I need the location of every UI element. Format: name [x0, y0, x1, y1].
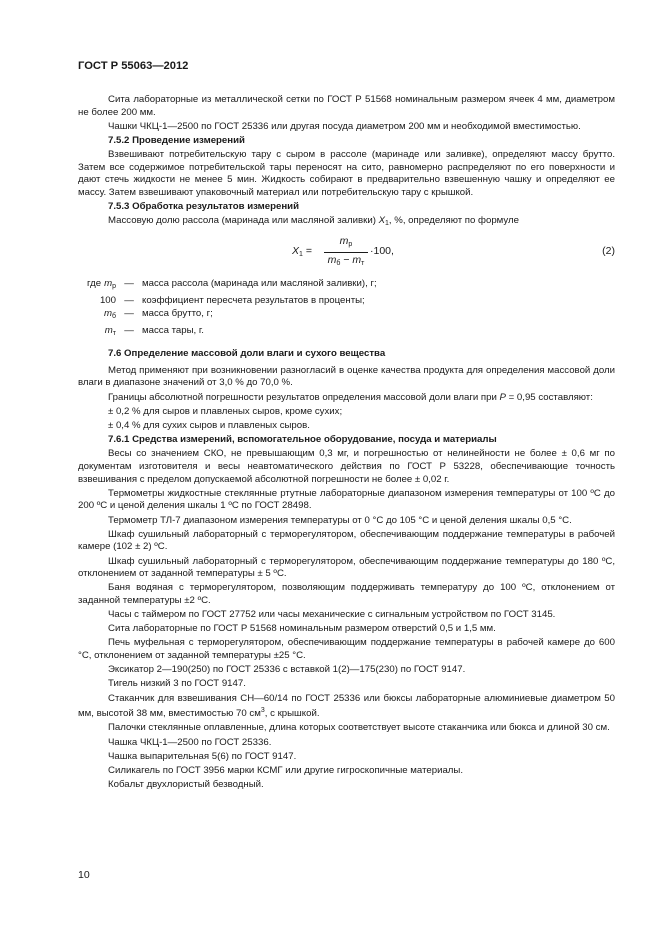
formula-lhs: $X_1$ = [292, 244, 312, 258]
formula-2 [78, 235, 615, 273]
formula-denominator: $m_б - m_т$ [327, 253, 365, 267]
page-body [78, 94, 615, 793]
definition-text: масса брутто, г; [142, 308, 213, 320]
page-header-standard: ГОСТ Р 55063—2012 [78, 60, 189, 72]
definition-text: масса рассола (маринада или масляной заливки), г; [142, 277, 377, 289]
paragraph-muffle-furnace: Печь муфельная с терморегулятором, обеспечивающим поддержание температуры в рабочей камере до 600 °С, отклонением от заданной температуры ±25 °С. [78, 637, 615, 662]
page-number: 10 [78, 869, 90, 881]
definition-text: коэффициент пересчета результатов в проценты; [142, 294, 365, 306]
definition-row: $m_б$ — масса брутто, г; [78, 307, 615, 324]
heading-7-5-3: 7.5.3 Обработка результатов измерений [108, 201, 300, 213]
paragraph-thermometers: Термометры жидкостные стеклянные ртутные лабораторные диапазоном измерения температуры от 100 ºС до 200 ºС и ценой деления шкалы 1 ºС по ГОСТ 28498. [78, 487, 615, 512]
formula-fraction [324, 235, 368, 270]
list-item-error-2: ± 0,4 % для сухих сыров и плавленых сыров. [108, 420, 310, 432]
paragraph-formula-intro: Массовую долю рассола (маринада или масляной заливки) $X_1$, %, определяют по формуле [108, 215, 519, 228]
definition-text: масса тары, г. [142, 324, 204, 336]
paragraph-drying-oven-2: Шкаф сушильный лабораторный с терморегулятором, обеспечивающим поддержание температуры до 180 ºС, отклонением от заданной температуры ± 5 ºС. [78, 555, 615, 580]
formula-multiplier: ·100, [370, 244, 394, 257]
paragraph-method-scope: Метод применяют при возникновении разногласий в оценке качества продукта для определения массовой доли влаги в диапазоне значений от 3,0 % до 70,0 %. [78, 364, 615, 389]
paragraph-lab-sieves: Сита лабораторные по ГОСТ Р 51568 номинальным размером отверстий 0,5 и 1,5 мм. [108, 623, 496, 635]
paragraph-sieves: Сита лабораторные из металлической сетки по ГОСТ Р 51568 номинальным размером ячеек 4 мм, диаметром не более 200 мм. [78, 94, 615, 118]
paragraph-scales: Весы со значением СКО, не превышающим 0,3 мг, и погрешностью от нелинейности не более ± 0,6 мг по документам изготовителя и весы неавтоматического действия по ГОСТ Р 53228, обеспечивающие точность взвешивания с пределом допускаемой абсолютной погрешности не более ± 0,02 г. [78, 448, 615, 485]
formula-numerator: $m_р$ [339, 234, 353, 248]
paragraph-weighing-cup: Стаканчик для взвешивания СН—60/14 по ГОСТ 25336 или бюксы лабораторные алюминиевые диаметром 50 мм, высотой 38 мм, вместимостью 70 $см^3$, с крышкой. [78, 692, 615, 720]
definition-symbol: $m_б$ [103, 308, 116, 321]
paragraph-cup-chkc: Чашка ЧКЦ-1—2500 по ГОСТ 25336. [108, 736, 272, 748]
paragraph-timer: Часы с таймером по ГОСТ 27752 или часы механические с сигнальным устройством по ГОСТ 3145. [108, 609, 556, 621]
paragraph-cobalt-chloride: Кобальт двухлористый безводный. [108, 779, 264, 791]
definition-row: $m_т$ — масса тары, г. [78, 324, 615, 341]
paragraph-glass-rods: Палочки стеклянные оплавленные, длина которых соответствует высоте стаканчика или бюкса и длиной 30 см. [108, 722, 610, 734]
paragraph-error-limits: Границы абсолютной погрешности результатов определения массовой доли влаги при P = 0,95 составляют: [108, 391, 593, 403]
definition-row: где $m_р$ — масса рассола (маринада или масляной заливки), г; [78, 277, 615, 294]
paragraph-silica-gel: Силикагель по ГОСТ 3956 марки КСМГ или другие гигроскопичные материалы. [108, 764, 464, 776]
definition-symbol: где $m_р$ [87, 277, 116, 290]
definition-symbol: 100 [99, 294, 116, 306]
fraction-bar [324, 252, 368, 253]
paragraph-drying-oven-1: Шкаф сушильный лабораторный с терморегулятором, обеспечивающим поддержание температуры в рабочей камере (102 ± 2) ºС. [78, 528, 615, 553]
paragraph-thermometer-tl7: Термометр ТЛ-7 диапазоном измерения температуры от 0 °С до 105 °С и ценой деления шкалы 0,5 °С. [108, 514, 572, 526]
list-item-error-1: ± 0,2 % для сыров и плавленых сыров, кроме сухих; [108, 405, 343, 417]
paragraph-desiccator: Эксикатор 2—190(250) по ГОСТ 25336 с вставкой 1(2)—175(230) по ГОСТ 9147. [108, 664, 466, 676]
paragraph-measurement-procedure: Взвешивают потребительскую тару с сыром в рассоле (маринаде или заливке), определяют массу брутто. Затем все содержимое потребительской тары переносят на сито, равномерно распределяют по его поверхности и дают стечь жидкости не менее 5 мин. Жидкость собирают в предварительно взвешенную чашку и определяют ее массу. Затем взвешивают упаковочный материал или потребительскую тару с крышкой. [78, 149, 615, 198]
paragraph-crucible: Тигель низкий 3 по ГОСТ 9147. [108, 678, 246, 690]
heading-7-6-1: 7.6.1 Средства измерений, вспомогательное оборудование, посуда и материалы [108, 434, 497, 446]
paragraph-water-bath: Баня водяная с терморегулятором, позволяющим поддерживать температуру до 100 ºС, отклонением от заданной температуры ±2 ºС. [78, 582, 615, 606]
definition-symbol: $m_т$ [104, 324, 116, 337]
heading-7-5-2: 7.5.2 Проведение измерений [108, 134, 245, 146]
heading-7-6: 7.6 Определение массовой доли влаги и сухого вещества [108, 348, 386, 360]
formula-number: (2) [602, 244, 615, 257]
paragraph-cups: Чашки ЧКЦ-1—2500 по ГОСТ 25336 или другая посуда диаметром 200 мм и необходимой вместимостью. [108, 120, 581, 132]
formula-definitions [78, 277, 615, 340]
paragraph-evaporating-dish: Чашка выпарительная 5(6) по ГОСТ 9147. [108, 750, 297, 762]
definition-row: 100 — коэффициент пересчета результатов в проценты; [78, 294, 615, 308]
